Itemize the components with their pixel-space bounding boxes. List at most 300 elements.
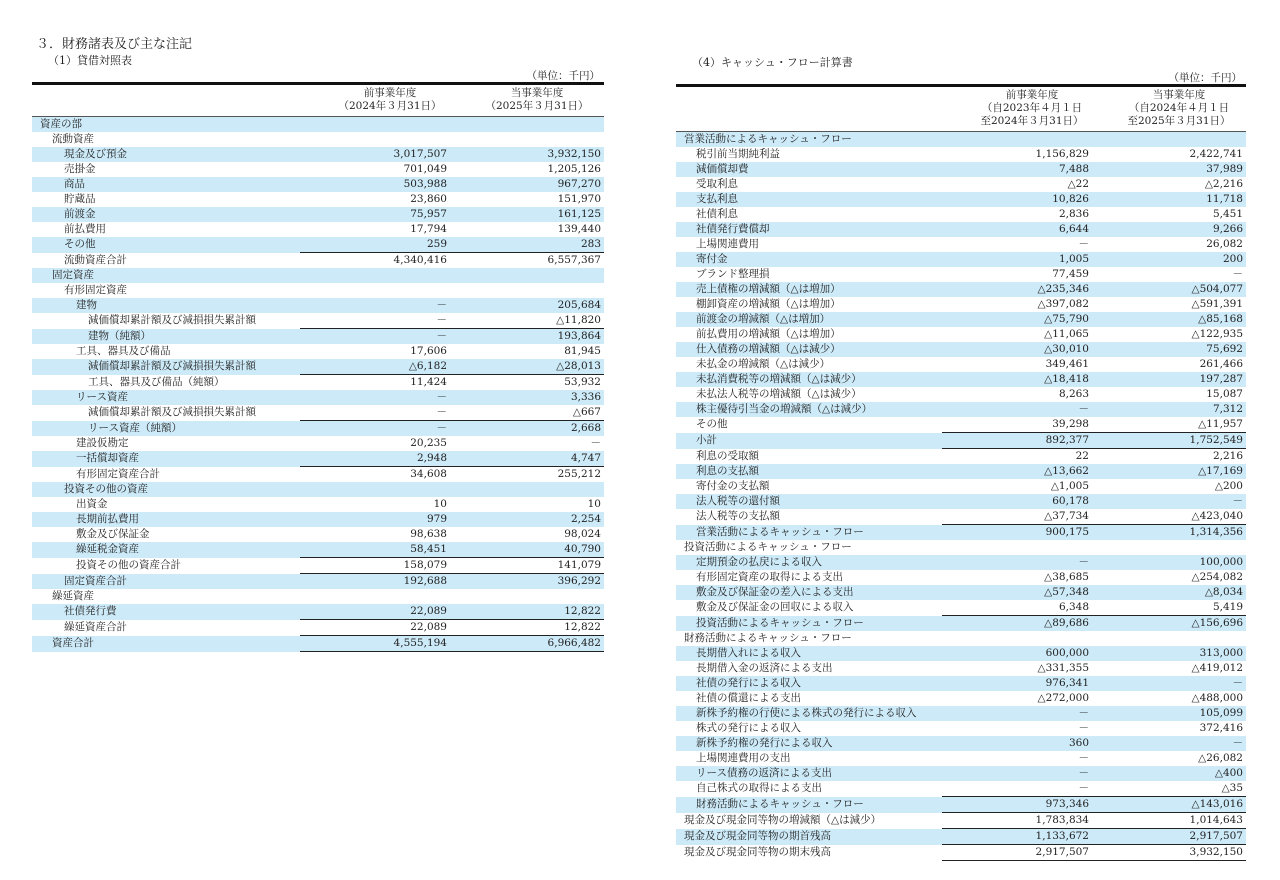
table-row bbox=[32, 574, 604, 590]
prev-year-value: 22,089 bbox=[300, 620, 450, 636]
cash-flow-header bbox=[676, 86, 1246, 132]
table-row bbox=[32, 604, 604, 620]
table-row bbox=[32, 527, 604, 542]
prev-year-value: 17,794 bbox=[410, 223, 447, 235]
row-label: 有形固定資産の取得による支出 bbox=[696, 571, 843, 583]
curr-year-value bbox=[450, 283, 604, 298]
table-row bbox=[676, 706, 1246, 721]
prev-year-value: － bbox=[1078, 752, 1089, 764]
curr-year-value: 255,212 bbox=[450, 467, 604, 483]
row-label: 上場関連費用 bbox=[696, 238, 759, 250]
curr-year-value: 2,254 bbox=[450, 512, 604, 527]
row-label: 出資金 bbox=[76, 498, 108, 510]
prev-year-value: 60,178 bbox=[942, 494, 1092, 509]
row-label: 一括償却資産 bbox=[32, 451, 300, 467]
row-label: 有形固定資産 bbox=[64, 284, 127, 296]
row-label: リース資産（純額） bbox=[32, 421, 300, 437]
cash-flow-unit: （単位：千円） bbox=[1168, 72, 1242, 84]
curr-year-value: △254,082 bbox=[1191, 571, 1243, 583]
curr-year-value: △488,000 bbox=[1191, 692, 1243, 704]
row-label: 利息の受取額 bbox=[696, 449, 759, 462]
row-label: 固定資産 bbox=[32, 268, 300, 283]
row-label: 社債発行費償却 bbox=[676, 222, 942, 237]
row-label: ブランド整理損 bbox=[696, 268, 770, 280]
table-row bbox=[676, 585, 1246, 600]
table-row bbox=[676, 691, 1246, 706]
prev-year-value: 8,263 bbox=[1058, 388, 1089, 400]
curr-year-value: △11,957 bbox=[1198, 418, 1243, 430]
row-label: 売掛金 bbox=[64, 163, 96, 175]
table-row bbox=[676, 207, 1246, 222]
table-row bbox=[32, 192, 604, 207]
row-label: 法人税等の還付額 bbox=[676, 494, 942, 509]
curr-year-value: △400 bbox=[1092, 766, 1246, 781]
row-label: 法人税等の支払額 bbox=[696, 510, 780, 523]
row-label: 投資その他の資産合計 bbox=[76, 559, 181, 571]
header-line: 前事業年度 bbox=[1005, 89, 1059, 101]
prev-year-value: 20,235 bbox=[410, 437, 447, 449]
prev-year-value: △75,790 bbox=[942, 312, 1092, 327]
row-label: 未払金の増減額（△は減少） bbox=[696, 358, 831, 370]
row-label: 自己株式の取得による支出 bbox=[696, 782, 822, 795]
table-row bbox=[676, 555, 1246, 570]
curr-year-value: 2,422,741 bbox=[1189, 148, 1243, 160]
curr-year-value: 2,917,507 bbox=[1092, 829, 1246, 845]
curr-year-value: 1,205,126 bbox=[547, 163, 601, 175]
row-label: 固定資産合計 bbox=[32, 574, 300, 590]
balance-sheet-header bbox=[32, 84, 604, 117]
prev-year-value: 4,555,194 bbox=[300, 636, 450, 652]
curr-year-value: 9,266 bbox=[1092, 222, 1246, 237]
prev-year-value: － bbox=[1078, 238, 1089, 250]
curr-year-value bbox=[450, 482, 604, 497]
table-row bbox=[32, 636, 604, 652]
table-row bbox=[676, 282, 1246, 297]
prev-year-value: 34,608 bbox=[300, 467, 450, 483]
table-row bbox=[676, 252, 1246, 267]
row-label: その他 bbox=[32, 237, 300, 253]
prev-year-value: 973,346 bbox=[942, 797, 1092, 813]
prev-year-value: 1,156,829 bbox=[1035, 148, 1089, 160]
table-row bbox=[676, 661, 1246, 676]
prev-year-value: － bbox=[300, 390, 450, 405]
table-row bbox=[32, 329, 604, 345]
curr-year-value: △17,169 bbox=[1092, 464, 1246, 479]
prev-year-value bbox=[300, 268, 450, 283]
curr-year-value: 40,790 bbox=[450, 542, 604, 558]
table-row bbox=[32, 207, 604, 222]
row-label: 敷金及び保証金 bbox=[76, 528, 150, 540]
table-row bbox=[676, 147, 1246, 162]
header-prev-year bbox=[300, 84, 450, 117]
curr-year-value: 161,125 bbox=[450, 207, 604, 222]
prev-year-value: 6,348 bbox=[1058, 601, 1089, 613]
curr-year-value: 2,216 bbox=[1092, 449, 1246, 465]
prev-year-value: － bbox=[1078, 782, 1089, 794]
table-row bbox=[32, 344, 604, 359]
prev-year-value: － bbox=[436, 314, 447, 326]
table-row bbox=[676, 267, 1246, 282]
row-label: 資産の部 bbox=[32, 117, 300, 133]
prev-year-value: 39,298 bbox=[1052, 418, 1089, 430]
curr-year-value: 10 bbox=[587, 498, 601, 510]
row-label: 支払利息 bbox=[676, 192, 942, 207]
prev-year-value: 10,826 bbox=[942, 192, 1092, 207]
table-row bbox=[676, 646, 1246, 661]
curr-year-value: 75,692 bbox=[1092, 342, 1246, 357]
curr-year-value: 205,684 bbox=[450, 298, 604, 313]
row-label: 小計 bbox=[676, 433, 942, 449]
table-row bbox=[676, 540, 1246, 555]
row-label: 社債の償還による支出 bbox=[696, 692, 801, 704]
row-label: 前払費用 bbox=[64, 223, 106, 235]
curr-year-value: 4,747 bbox=[450, 451, 604, 467]
curr-year-value: 3,932,150 bbox=[1092, 845, 1246, 861]
prev-year-value bbox=[942, 540, 1092, 555]
table-row bbox=[676, 676, 1246, 691]
table-row bbox=[676, 845, 1246, 861]
balance-sheet-unit: （単位：千円） bbox=[526, 70, 600, 82]
curr-year-value: 12,822 bbox=[450, 604, 604, 620]
curr-year-value: 261,466 bbox=[1199, 358, 1243, 370]
curr-year-value: 105,099 bbox=[1092, 706, 1246, 721]
table-row bbox=[32, 467, 604, 483]
header-curr-year bbox=[1092, 86, 1246, 132]
row-label: 繰延資産合計 bbox=[64, 621, 127, 633]
table-row bbox=[32, 177, 604, 192]
table-row bbox=[32, 268, 604, 283]
curr-year-value: 6,966,482 bbox=[450, 636, 604, 652]
curr-year-value: 37,989 bbox=[1092, 162, 1246, 177]
table-row bbox=[676, 297, 1246, 312]
row-label: 有形固定資産合計 bbox=[76, 467, 160, 480]
prev-year-value: 77,459 bbox=[1052, 268, 1089, 280]
curr-year-value: 1,014,643 bbox=[1092, 813, 1246, 829]
table-row bbox=[32, 497, 604, 512]
curr-year-value: △423,040 bbox=[1191, 510, 1243, 522]
prev-year-value: △18,418 bbox=[942, 372, 1092, 387]
header-line: 前事業年度 bbox=[363, 87, 417, 99]
row-label: 減価償却費 bbox=[676, 162, 942, 177]
row-label: 前渡金 bbox=[32, 207, 300, 222]
prev-year-value: － bbox=[1078, 722, 1089, 734]
row-label: 長期前払費用 bbox=[32, 512, 300, 527]
table-row bbox=[676, 813, 1246, 829]
prev-year-value: 600,000 bbox=[942, 646, 1092, 661]
prev-year-value: 158,079 bbox=[300, 558, 450, 574]
curr-year-value: 100,000 bbox=[1092, 555, 1246, 570]
header-line: 至2024年３月31日） bbox=[980, 115, 1084, 127]
row-label: 投資活動によるキャッシュ・フロー bbox=[676, 616, 942, 632]
section-heading: ３．財務諸表及び主な注記 bbox=[36, 37, 193, 52]
row-label: 商品 bbox=[32, 177, 300, 192]
prev-year-value: △13,662 bbox=[942, 464, 1092, 479]
row-label: 減価償却累計額及び減損損失累計額 bbox=[88, 314, 256, 327]
curr-year-value: 3,336 bbox=[450, 390, 604, 405]
curr-year-value: 193,864 bbox=[450, 329, 604, 345]
row-label: 寄付金の支払額 bbox=[696, 480, 770, 492]
prev-year-value: △331,355 bbox=[1037, 662, 1089, 674]
curr-year-value: － bbox=[1232, 268, 1243, 280]
curr-year-value: △11,820 bbox=[556, 314, 601, 326]
balance-sheet-title: （1）貸借対照表 bbox=[48, 54, 132, 67]
table-row bbox=[676, 177, 1246, 192]
curr-year-value: △26,082 bbox=[1198, 752, 1243, 764]
row-label: リース債務の返済による支出 bbox=[676, 766, 942, 781]
header-line: （2025年３月31日） bbox=[485, 100, 589, 112]
curr-year-value: △143,016 bbox=[1092, 797, 1246, 813]
cash-flow-body bbox=[676, 132, 1246, 861]
curr-year-value: 313,000 bbox=[1092, 646, 1246, 661]
row-label: 建物 bbox=[32, 298, 300, 313]
prev-year-value: 23,860 bbox=[410, 193, 447, 205]
row-label: 工具、器具及び備品 bbox=[76, 345, 171, 357]
header-label bbox=[32, 84, 300, 117]
row-label: 資産合計 bbox=[32, 636, 300, 652]
curr-year-value bbox=[1092, 631, 1246, 646]
header-line: （2024年３月31日） bbox=[338, 100, 442, 112]
prev-year-value bbox=[300, 132, 450, 147]
row-label: 投資活動によるキャッシュ・フロー bbox=[684, 541, 852, 553]
table-row bbox=[676, 162, 1246, 177]
prev-year-value: 503,988 bbox=[300, 177, 450, 192]
curr-year-value: 98,024 bbox=[564, 528, 601, 540]
row-label: リース資産 bbox=[32, 390, 300, 405]
curr-year-value: △85,168 bbox=[1092, 312, 1246, 327]
prev-year-value bbox=[300, 482, 450, 497]
table-row bbox=[32, 421, 604, 437]
prev-year-value bbox=[942, 631, 1092, 646]
prev-year-value bbox=[300, 589, 450, 604]
prev-year-value: 6,644 bbox=[942, 222, 1092, 237]
prev-year-value: － bbox=[942, 766, 1092, 781]
row-label: 営業活動によるキャッシュ・フロー bbox=[676, 132, 942, 148]
prev-year-value: △11,065 bbox=[1044, 328, 1089, 340]
prev-year-value: △38,685 bbox=[1044, 571, 1089, 583]
table-row bbox=[676, 464, 1246, 479]
row-label: 繰延資産 bbox=[52, 590, 94, 602]
row-label: 社債の発行による収入 bbox=[676, 676, 942, 691]
row-label: 新株予約権の行使による株式の発行による収入 bbox=[676, 706, 942, 721]
curr-year-value: － bbox=[590, 437, 601, 449]
row-label: 受取利息 bbox=[696, 178, 738, 190]
row-label: 株主優待引当金の増減額（△は減少） bbox=[676, 402, 942, 417]
table-row bbox=[676, 509, 1246, 525]
curr-year-value: 6,557,367 bbox=[450, 253, 604, 269]
table-row bbox=[676, 132, 1246, 148]
row-label: 流動資産合計 bbox=[64, 253, 127, 266]
row-label: 減価償却累計額及び減損損失累計額 bbox=[88, 406, 256, 419]
prev-year-value: △22 bbox=[1067, 178, 1089, 190]
curr-year-value: △591,391 bbox=[1191, 298, 1243, 310]
prev-year-value: 58,451 bbox=[300, 542, 450, 558]
curr-year-value: △35 bbox=[1221, 782, 1243, 794]
curr-year-value: 5,451 bbox=[1212, 208, 1243, 220]
prev-year-value: 701,049 bbox=[403, 163, 447, 175]
row-label: 寄付金 bbox=[676, 252, 942, 267]
curr-year-value: 7,312 bbox=[1092, 402, 1246, 417]
prev-year-value: 17,606 bbox=[410, 345, 447, 357]
header-line: 当事業年度 bbox=[510, 87, 564, 99]
row-label: その他 bbox=[696, 418, 728, 431]
prev-year-value: 892,377 bbox=[942, 433, 1092, 449]
balance-sheet-body bbox=[32, 117, 604, 652]
row-label: 減価償却累計額及び減損損失累計額 bbox=[32, 359, 300, 375]
row-label: 売上債権の増減額（△は増加） bbox=[676, 282, 942, 297]
prev-year-value: 2,917,507 bbox=[942, 845, 1092, 861]
curr-year-value: △156,696 bbox=[1092, 616, 1246, 632]
curr-year-value: 11,718 bbox=[1092, 192, 1246, 207]
table-row bbox=[32, 390, 604, 405]
curr-year-value: 396,292 bbox=[450, 574, 604, 590]
curr-year-value: － bbox=[1092, 736, 1246, 751]
table-row bbox=[676, 616, 1246, 632]
table-row bbox=[32, 436, 604, 451]
prev-year-value: 900,175 bbox=[942, 525, 1092, 541]
curr-year-value bbox=[450, 117, 604, 133]
table-row bbox=[32, 589, 604, 604]
table-row bbox=[32, 558, 604, 574]
prev-year-value: △57,348 bbox=[942, 585, 1092, 600]
prev-year-value: 4,340,416 bbox=[300, 253, 450, 269]
table-row bbox=[32, 512, 604, 527]
header-label bbox=[676, 86, 942, 132]
curr-year-value: 2,668 bbox=[450, 421, 604, 437]
row-label: 未払消費税等の増減額（△は減少） bbox=[676, 372, 942, 387]
table-row bbox=[676, 372, 1246, 387]
prev-year-value: 11,424 bbox=[300, 375, 450, 391]
curr-year-value bbox=[450, 132, 604, 147]
prev-year-value: 349,461 bbox=[1045, 358, 1089, 370]
prev-year-value: 979 bbox=[300, 512, 450, 527]
row-label: 繰延税金資産 bbox=[32, 542, 300, 558]
curr-year-value: 1,752,549 bbox=[1092, 433, 1246, 449]
row-label: 定期預金の払戻による収入 bbox=[676, 555, 942, 570]
row-label: 新株予約権の発行による収入 bbox=[676, 736, 942, 751]
row-label: 棚卸資産の増減額（△は増加） bbox=[696, 298, 841, 310]
table-row bbox=[676, 357, 1246, 372]
table-row bbox=[32, 298, 604, 313]
prev-year-value: △1,005 bbox=[1050, 480, 1089, 492]
table-row bbox=[676, 570, 1246, 585]
prev-year-value bbox=[300, 283, 450, 298]
row-label: 前渡金の増減額（△は増加） bbox=[676, 312, 942, 327]
header-line: （自2024年４月１日 bbox=[1128, 102, 1230, 114]
curr-year-value: △200 bbox=[1214, 480, 1243, 492]
prev-year-value: － bbox=[300, 329, 450, 345]
curr-year-value: 12,822 bbox=[450, 620, 604, 636]
curr-year-value: 151,970 bbox=[557, 193, 601, 205]
table-row bbox=[32, 542, 604, 558]
row-label: 税引前当期純利益 bbox=[696, 148, 780, 160]
table-row bbox=[32, 162, 604, 177]
curr-year-value: △122,935 bbox=[1191, 328, 1243, 340]
table-row bbox=[32, 620, 604, 636]
table-row bbox=[32, 147, 604, 162]
table-row bbox=[32, 451, 604, 467]
curr-year-value: 139,440 bbox=[557, 223, 601, 235]
prev-year-value: 259 bbox=[300, 237, 450, 253]
table-row bbox=[676, 342, 1246, 357]
table-row bbox=[32, 482, 604, 497]
table-row bbox=[676, 449, 1246, 465]
table-row bbox=[676, 237, 1246, 252]
row-label: 貯蔵品 bbox=[64, 193, 96, 205]
prev-year-value: △89,686 bbox=[942, 616, 1092, 632]
curr-year-value bbox=[1092, 540, 1246, 555]
curr-year-value: 26,082 bbox=[1206, 238, 1243, 250]
table-row bbox=[32, 132, 604, 147]
table-row bbox=[676, 829, 1246, 845]
prev-year-value: 976,341 bbox=[942, 676, 1092, 691]
prev-year-value: 1,133,672 bbox=[942, 829, 1092, 845]
prev-year-value: 10 bbox=[433, 498, 447, 510]
table-row bbox=[676, 402, 1246, 417]
table-row bbox=[32, 253, 604, 269]
curr-year-value: 81,945 bbox=[564, 345, 601, 357]
row-label: 現金及び預金 bbox=[32, 147, 300, 162]
prev-year-value: 98,638 bbox=[410, 528, 447, 540]
curr-year-value: － bbox=[1092, 494, 1246, 509]
table-row bbox=[32, 405, 604, 421]
header-prev-year bbox=[942, 86, 1092, 132]
curr-year-value: 197,287 bbox=[1092, 372, 1246, 387]
prev-year-value: 75,957 bbox=[300, 207, 450, 222]
table-row bbox=[676, 312, 1246, 327]
curr-year-value: 15,087 bbox=[1206, 388, 1243, 400]
curr-year-value: 283 bbox=[450, 237, 604, 253]
curr-year-value: △2,216 bbox=[1204, 178, 1243, 190]
prev-year-value bbox=[942, 132, 1092, 148]
table-row bbox=[32, 283, 604, 298]
table-row bbox=[676, 751, 1246, 766]
prev-year-value: － bbox=[436, 406, 447, 418]
cash-flow-table bbox=[676, 84, 1246, 861]
table-row bbox=[676, 600, 1246, 616]
curr-year-value: △28,013 bbox=[450, 359, 604, 375]
curr-year-value: 200 bbox=[1092, 252, 1246, 267]
table-row bbox=[676, 192, 1246, 207]
prev-year-value bbox=[300, 117, 450, 133]
prev-year-value: 1,783,834 bbox=[942, 813, 1092, 829]
row-label: 工具、器具及び備品（純額） bbox=[88, 375, 225, 388]
table-row bbox=[676, 525, 1246, 541]
prev-year-value: 360 bbox=[942, 736, 1092, 751]
prev-year-value: 2,836 bbox=[1058, 208, 1089, 220]
row-label: 営業活動によるキャッシュ・フロー bbox=[676, 525, 942, 541]
row-label: 流動資産 bbox=[52, 133, 94, 145]
row-label: 利息の支払額 bbox=[676, 464, 942, 479]
curr-year-value: 141,079 bbox=[450, 558, 604, 574]
row-label: 上場関連費用の支出 bbox=[696, 752, 791, 764]
table-row bbox=[676, 494, 1246, 509]
row-label: 社債利息 bbox=[696, 208, 738, 220]
header-line: 至2025年３月31日） bbox=[1127, 115, 1231, 127]
table-row bbox=[676, 417, 1246, 433]
row-label: 前払費用の増減額（△は増加） bbox=[696, 328, 841, 340]
table-row bbox=[676, 781, 1246, 797]
table-row bbox=[32, 375, 604, 391]
curr-year-value bbox=[450, 589, 604, 604]
table-row bbox=[32, 359, 604, 375]
table-row bbox=[676, 387, 1246, 402]
curr-year-value: △419,012 bbox=[1191, 662, 1243, 674]
prev-year-value: － bbox=[942, 706, 1092, 721]
row-label: 敷金及び保証金の回収による収入 bbox=[696, 601, 854, 614]
row-label: 現金及び現金同等物の増減額（△は減少） bbox=[684, 814, 882, 826]
prev-year-value: 7,488 bbox=[942, 162, 1092, 177]
row-label: 現金及び現金同等物の期首残高 bbox=[676, 829, 942, 845]
